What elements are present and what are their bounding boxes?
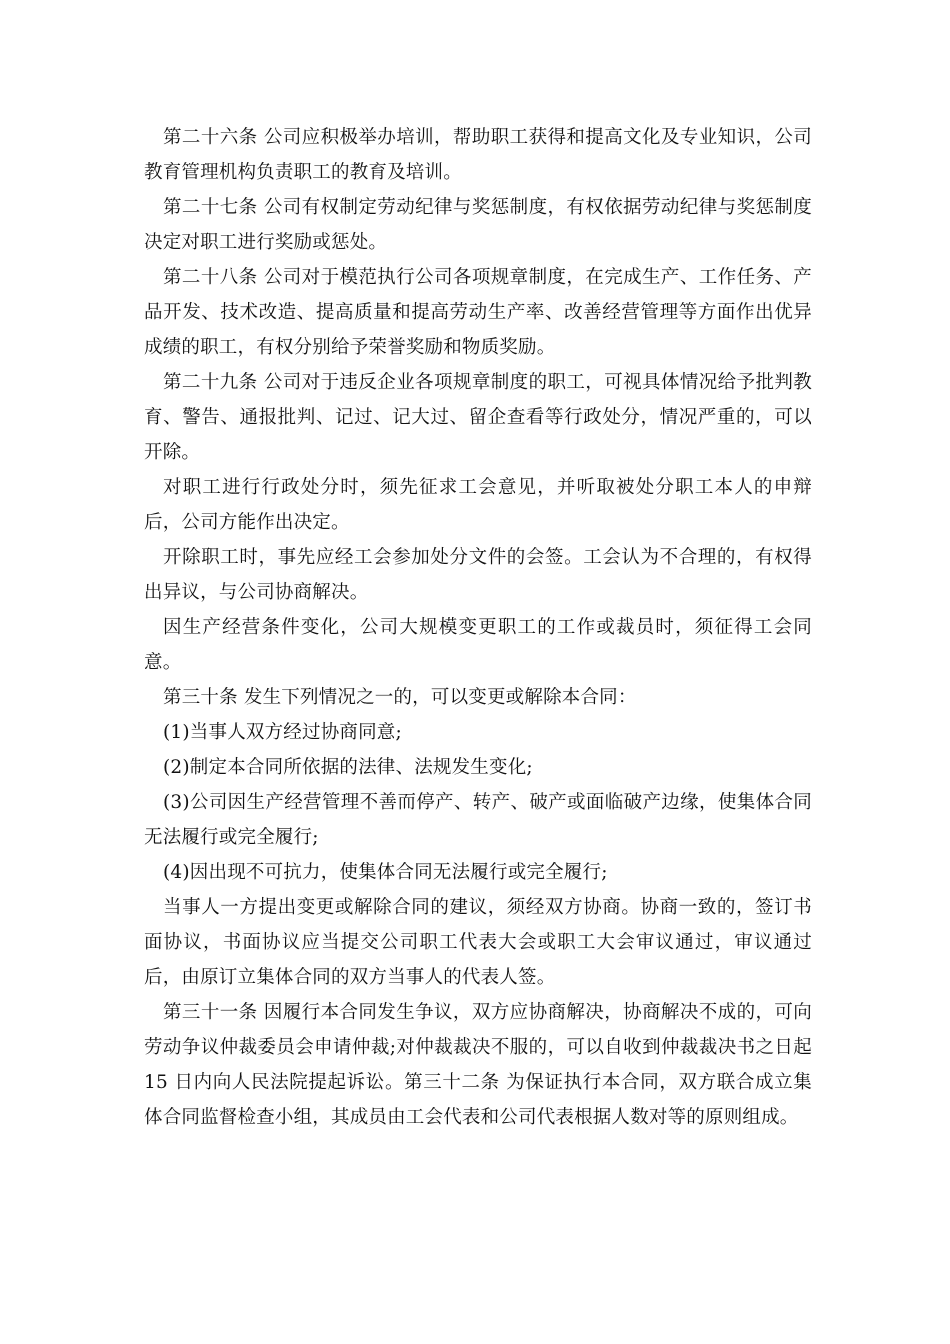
- article-30-paragraph: 第三十条 发生下列情况之一的，可以变更或解除本合同：: [163, 687, 637, 708]
- article-27-paragraph: 第二十七条 公司有权制定劳动纪律与奖惩制度，有权依据劳动纪律与奖惩制度决定对职工进行奖励或惩处。: [144, 197, 812, 253]
- layoff-paragraph: 因生产经营条件变化，公司大规模变更职工的工作或裁员时，须征得工会同意。: [144, 617, 812, 673]
- list-item: (3)公司因生产经营管理不善而停产、转产、破产或面临破产边缘，使集体合同无法履行或完全履行;: [144, 792, 812, 848]
- dismissal-paragraph: 开除职工时，事先应经工会参加处分文件的会签。工会认为不合理的，有权得出异议，与公司协商解决。: [144, 547, 812, 603]
- article-31-32-paragraph: 第三十一条 因履行本合同发生争议，双方应协商解决，协商解决不成的，可向劳动争议仲裁委员会申请仲裁;对仲裁裁决不服的，可以自收到仲裁裁决书之日起 15 日内向人民法院提起诉讼。第三十二条 为保证执行本合同，双方联合成立集体合同监督检查小组，其成员由工会代表和公司代表根据人数对等的原则组成。: [144, 1002, 812, 1128]
- disciplinary-procedure-paragraph: 对职工进行行政处分时，须先征求工会意见，并听取被处分职工本人的申辩后，公司方能作出决定。: [144, 477, 812, 533]
- list-item: (2)制定本合同所依据的法律、法规发生变化;: [163, 757, 533, 778]
- article-26-paragraph: 第二十六条 公司应积极举办培训，帮助职工获得和提高文化及专业知识，公司教育管理机构负责职工的教育及培训。: [144, 127, 812, 183]
- list-item: (4)因出现不可抗力，使集体合同无法履行或完全履行;: [163, 862, 608, 883]
- article-28-paragraph: 第二十八条 公司对于模范执行公司各项规章制度，在完成生产、工作任务、产品开发、技术改造、提高质量和提高劳动生产率、改善经营管理等方面作出优异成绩的职工，有权分别给予荣誉奖励和物质奖励。: [144, 267, 812, 358]
- document-body: [144, 120, 812, 1135]
- amendment-procedure-paragraph: 当事人一方提出变更或解除合同的建议，须经双方协商。协商一致的，签订书面协议，书面协议应当提交公司职工代表大会或职工大会审议通过，审议通过后，由原订立集体合同的双方当事人的代表人签。: [144, 897, 812, 988]
- list-item: (1)当事人双方经过协商同意;: [163, 722, 402, 743]
- article-29-paragraph: 第二十九条 公司对于违反企业各项规章制度的职工，可视具体情况给予批判教育、警告、通报批判、记过、记大过、留企查看等行政处分，情况严重的，可以开除。: [144, 372, 812, 463]
